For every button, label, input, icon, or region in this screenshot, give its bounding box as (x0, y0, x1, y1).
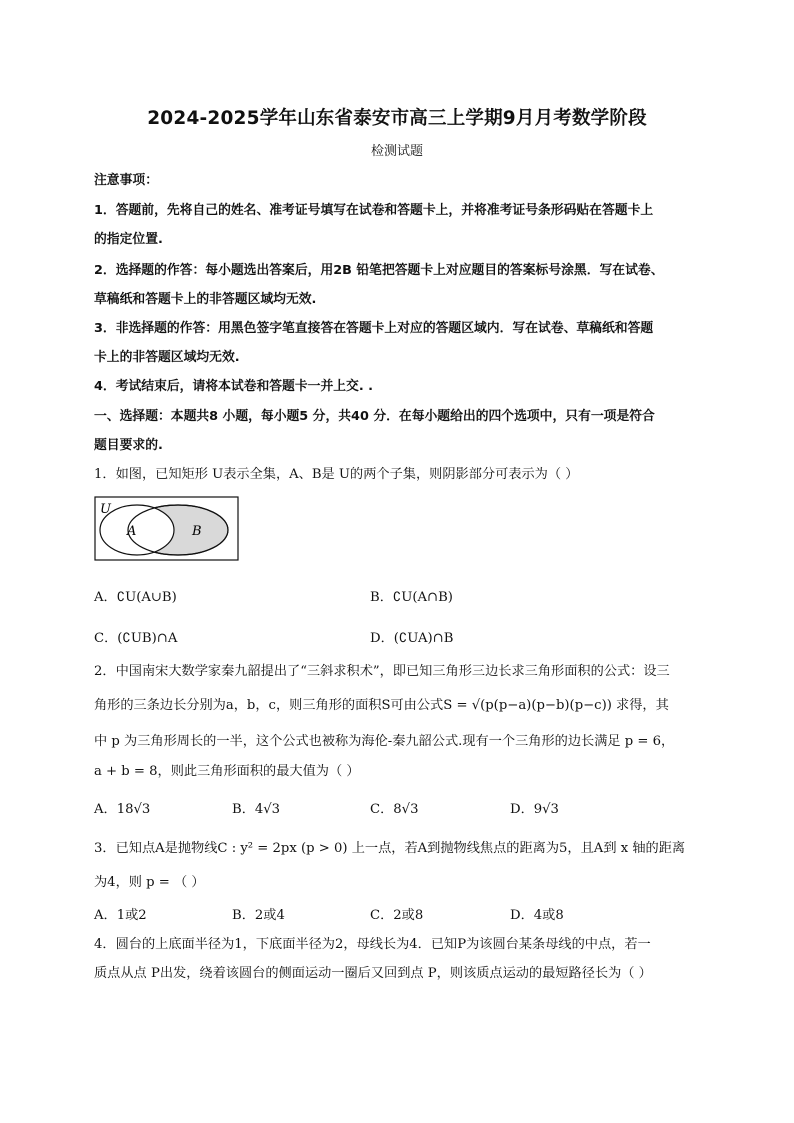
note-line: 的指定位置. (94, 232, 163, 247)
q3-option-c[interactable]: C．2或8 (370, 908, 424, 923)
q1-option-d[interactable]: D．(∁UA)∩B (370, 631, 454, 646)
question-2-line: 2．中国南宋大数学家秦九韶提出了“三斜求积术”，即已知三角形三边长求三角形面积的公式：设三 (94, 664, 670, 679)
question-2-line: 角形的三条边长分别为a，b，c，则三角形的面积S可由公式S = √(p(p−a)(p−b)(p−c)) 求得，其 (94, 698, 669, 713)
q2-option-b[interactable]: B．4√3 (232, 802, 281, 817)
question-1-stem: 1．如图，已知矩形 U表示全集，A、B是 U的两个子集，则阴影部分可表示为（ ） (94, 467, 579, 482)
section-heading: 题目要求的. (94, 438, 163, 453)
question-3-line: 为4，则 p = （ ） (94, 875, 205, 890)
question-3-line: 3．已知点A是抛物线C : y² = 2px (p > 0) 上一点，若A到抛物线焦点的距离为5，且A到 x 轴的距离 (94, 841, 686, 856)
q3-option-b[interactable]: B．2或4 (232, 908, 285, 923)
q1-option-a[interactable]: A．∁U(A∪B) (94, 590, 177, 605)
set-a-ellipse (100, 505, 174, 555)
section-heading: 一、选择题：本题共8 小题，每小题5 分，共40 分．在每小题给出的四个选项中，只有一项是符合 (94, 409, 655, 424)
q1-option-c[interactable]: C．(∁UB)∩A (94, 631, 178, 646)
question-4-line: 4．圆台的上底面半径为1，下底面半径为2，母线长为4．已知P为该圆台某条母线的中点，若一 (94, 937, 651, 952)
q2-option-c[interactable]: C．8√3 (370, 802, 419, 817)
venn-label-b: B (192, 524, 202, 539)
note-line: 卡上的非答题区域均无效. (94, 350, 240, 365)
note-line: 1．答题前，先将自己的姓名、准考证号填写在试卷和答题卡上，并将准考证号条形码贴在答题卡上 (94, 203, 654, 218)
page-subtitle: 检测试题 (370, 144, 423, 159)
venn-diagram (94, 496, 240, 562)
q2-option-d[interactable]: D．9√3 (510, 802, 559, 817)
q1-option-b[interactable]: B．∁U(A∩B) (370, 590, 453, 605)
notes-heading: 注意事项： (94, 173, 158, 188)
question-2-line: a + b = 8，则此三角形面积的最大值为（ ） (94, 764, 360, 779)
note-line: 3．非选择题的作答：用黑色签字笔直接答在答题卡上对应的答题区域内．写在试卷、草稿纸和答题 (94, 321, 654, 336)
q3-option-a[interactable]: A．1或2 (94, 908, 147, 923)
note-line: 草稿纸和答题卡上的非答题区域均无效. (94, 292, 317, 307)
q2-option-a[interactable]: A．18√3 (94, 802, 151, 817)
note-line: 4．考试结束后，请将本试卷和答题卡一并上交. . (94, 379, 374, 394)
venn-label-a: A (127, 524, 137, 539)
venn-label-u: U (100, 502, 111, 517)
q3-option-d[interactable]: D．4或8 (510, 908, 564, 923)
note-line: 2．选择题的作答：每小题选出答案后，用2B 铅笔把答题卡上对应题目的答案标号涂黑．写在试卷、 (94, 263, 664, 278)
page-title: 2024-2025学年山东省泰安市高三上学期9月月考数学阶段 (147, 108, 647, 129)
question-4-line: 质点从点 P出发，绕着该圆台的侧面运动一圈后又回到点 P，则该质点运动的最短路径长为（ ） (94, 966, 652, 981)
question-2-line: 中 p 为三角形周长的一半，这个公式也被称为海伦-秦九韶公式.现有一个三角形的边长满足 p = 6， (94, 734, 675, 749)
